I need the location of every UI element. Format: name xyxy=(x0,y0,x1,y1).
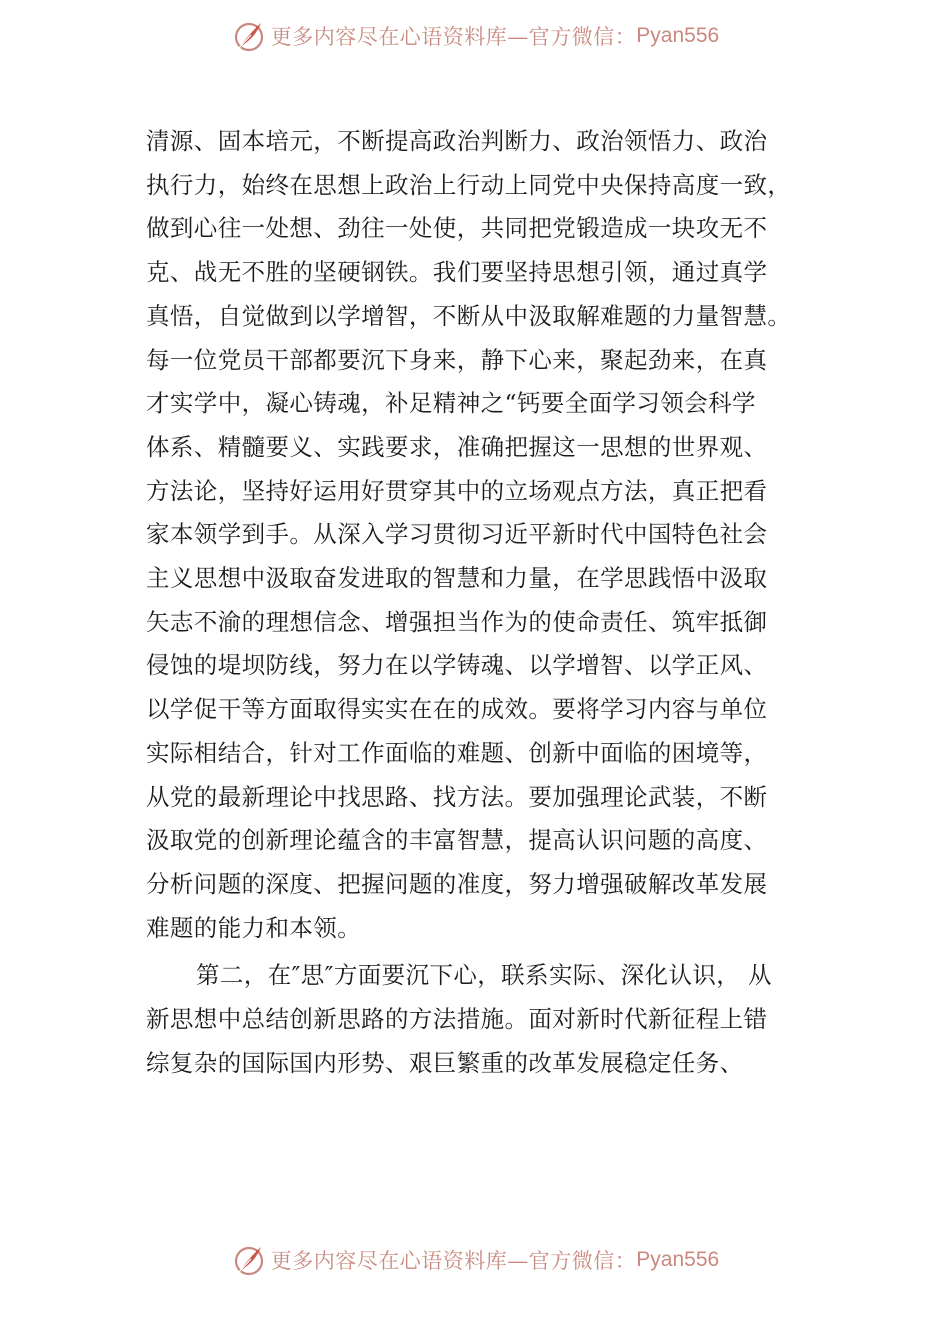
text-line: 清源、固本培元，不断提高政治判断力、政治领悟力、政治 xyxy=(146,127,768,155)
paragraph-1 xyxy=(146,120,814,950)
text-line: 矢志不渝的理想信念、增强担当作为的使命责任、筑牢抵御 xyxy=(146,607,768,636)
text-line: 做到心往一处想、劲往一处使，共同把党锻造成一块攻无不 xyxy=(146,214,768,243)
text-line: 难题的能力和本领。 xyxy=(146,913,362,942)
text-line: 克、战无不胜的坚硬钢铁。我们要坚持思想引领，通过真学 xyxy=(146,258,768,287)
text-line: 执行力，始终在思想上政治上行动上同党中央保持高度一致， xyxy=(146,170,792,199)
paragraph-2 xyxy=(146,954,814,1085)
text-line: 体系、精髓要义、实践要求，准确把握这一思想的世界观、 xyxy=(146,432,768,461)
header-banner-text: 更多内容尽在心语资料库—官方微信： xyxy=(270,25,637,49)
text-line: 家本领学到手。从深入学习贯彻习近平新时代中国特色社会 xyxy=(146,520,768,549)
text-line: 汲取党的创新理论蕴含的丰富智慧，提高认识问题的高度、 xyxy=(146,826,768,855)
footer-banner xyxy=(0,1238,950,1282)
text-line: 才实学中，凝心铸魂，补足精神之“钙要全面学习领会科学 xyxy=(146,389,756,418)
text-line: 每一位党员干部都要沉下身来，静下心来，聚起劲来，在真 xyxy=(146,345,768,374)
feather-pen-icon xyxy=(231,18,267,54)
footer-banner-id: Pyan556 xyxy=(636,1248,720,1271)
text-line: 实际相结合，针对工作面临的难题、创新中面临的困境等， xyxy=(146,738,768,767)
text-line: 从党的最新理论中找思路、找方法。要加强理论武装，不断 xyxy=(146,782,768,811)
text-line: 第二，在″思″方面要沉下心，联系实际、深化认识， 从 xyxy=(196,961,772,990)
text-line: 综复杂的国际国内形势、艰巨繁重的改革发展稳定任务、 xyxy=(146,1048,744,1077)
feather-pen-icon xyxy=(231,1242,267,1278)
text-line: 主义思想中汲取奋发进取的智慧和力量，在学思践悟中汲取 xyxy=(146,564,768,593)
text-line: 侵蚀的堤坝防线，努力在以学铸魂、以学增智、以学正风、 xyxy=(146,651,768,680)
text-line: 方法论，坚持好运用好贯穿其中的立场观点方法，真正把看 xyxy=(146,476,768,505)
text-line: 真悟，自觉做到以学增智，不断从中汲取解难题的力量智慧。 xyxy=(146,301,792,330)
text-line: 分析问题的深度、把握问题的准度，努力增强破解改革发展 xyxy=(146,869,768,898)
text-line: 以学促干等方面取得实实在在的成效。要将学习内容与单位 xyxy=(146,695,768,724)
header-banner-id: Pyan556 xyxy=(636,24,720,47)
footer-banner-text: 更多内容尽在心语资料库—官方微信： xyxy=(270,1249,637,1273)
text-line: 新思想中总结创新思路的方法措施。面对新时代新征程上错 xyxy=(146,1005,768,1034)
document-body xyxy=(146,120,814,1085)
header-banner xyxy=(0,14,950,58)
